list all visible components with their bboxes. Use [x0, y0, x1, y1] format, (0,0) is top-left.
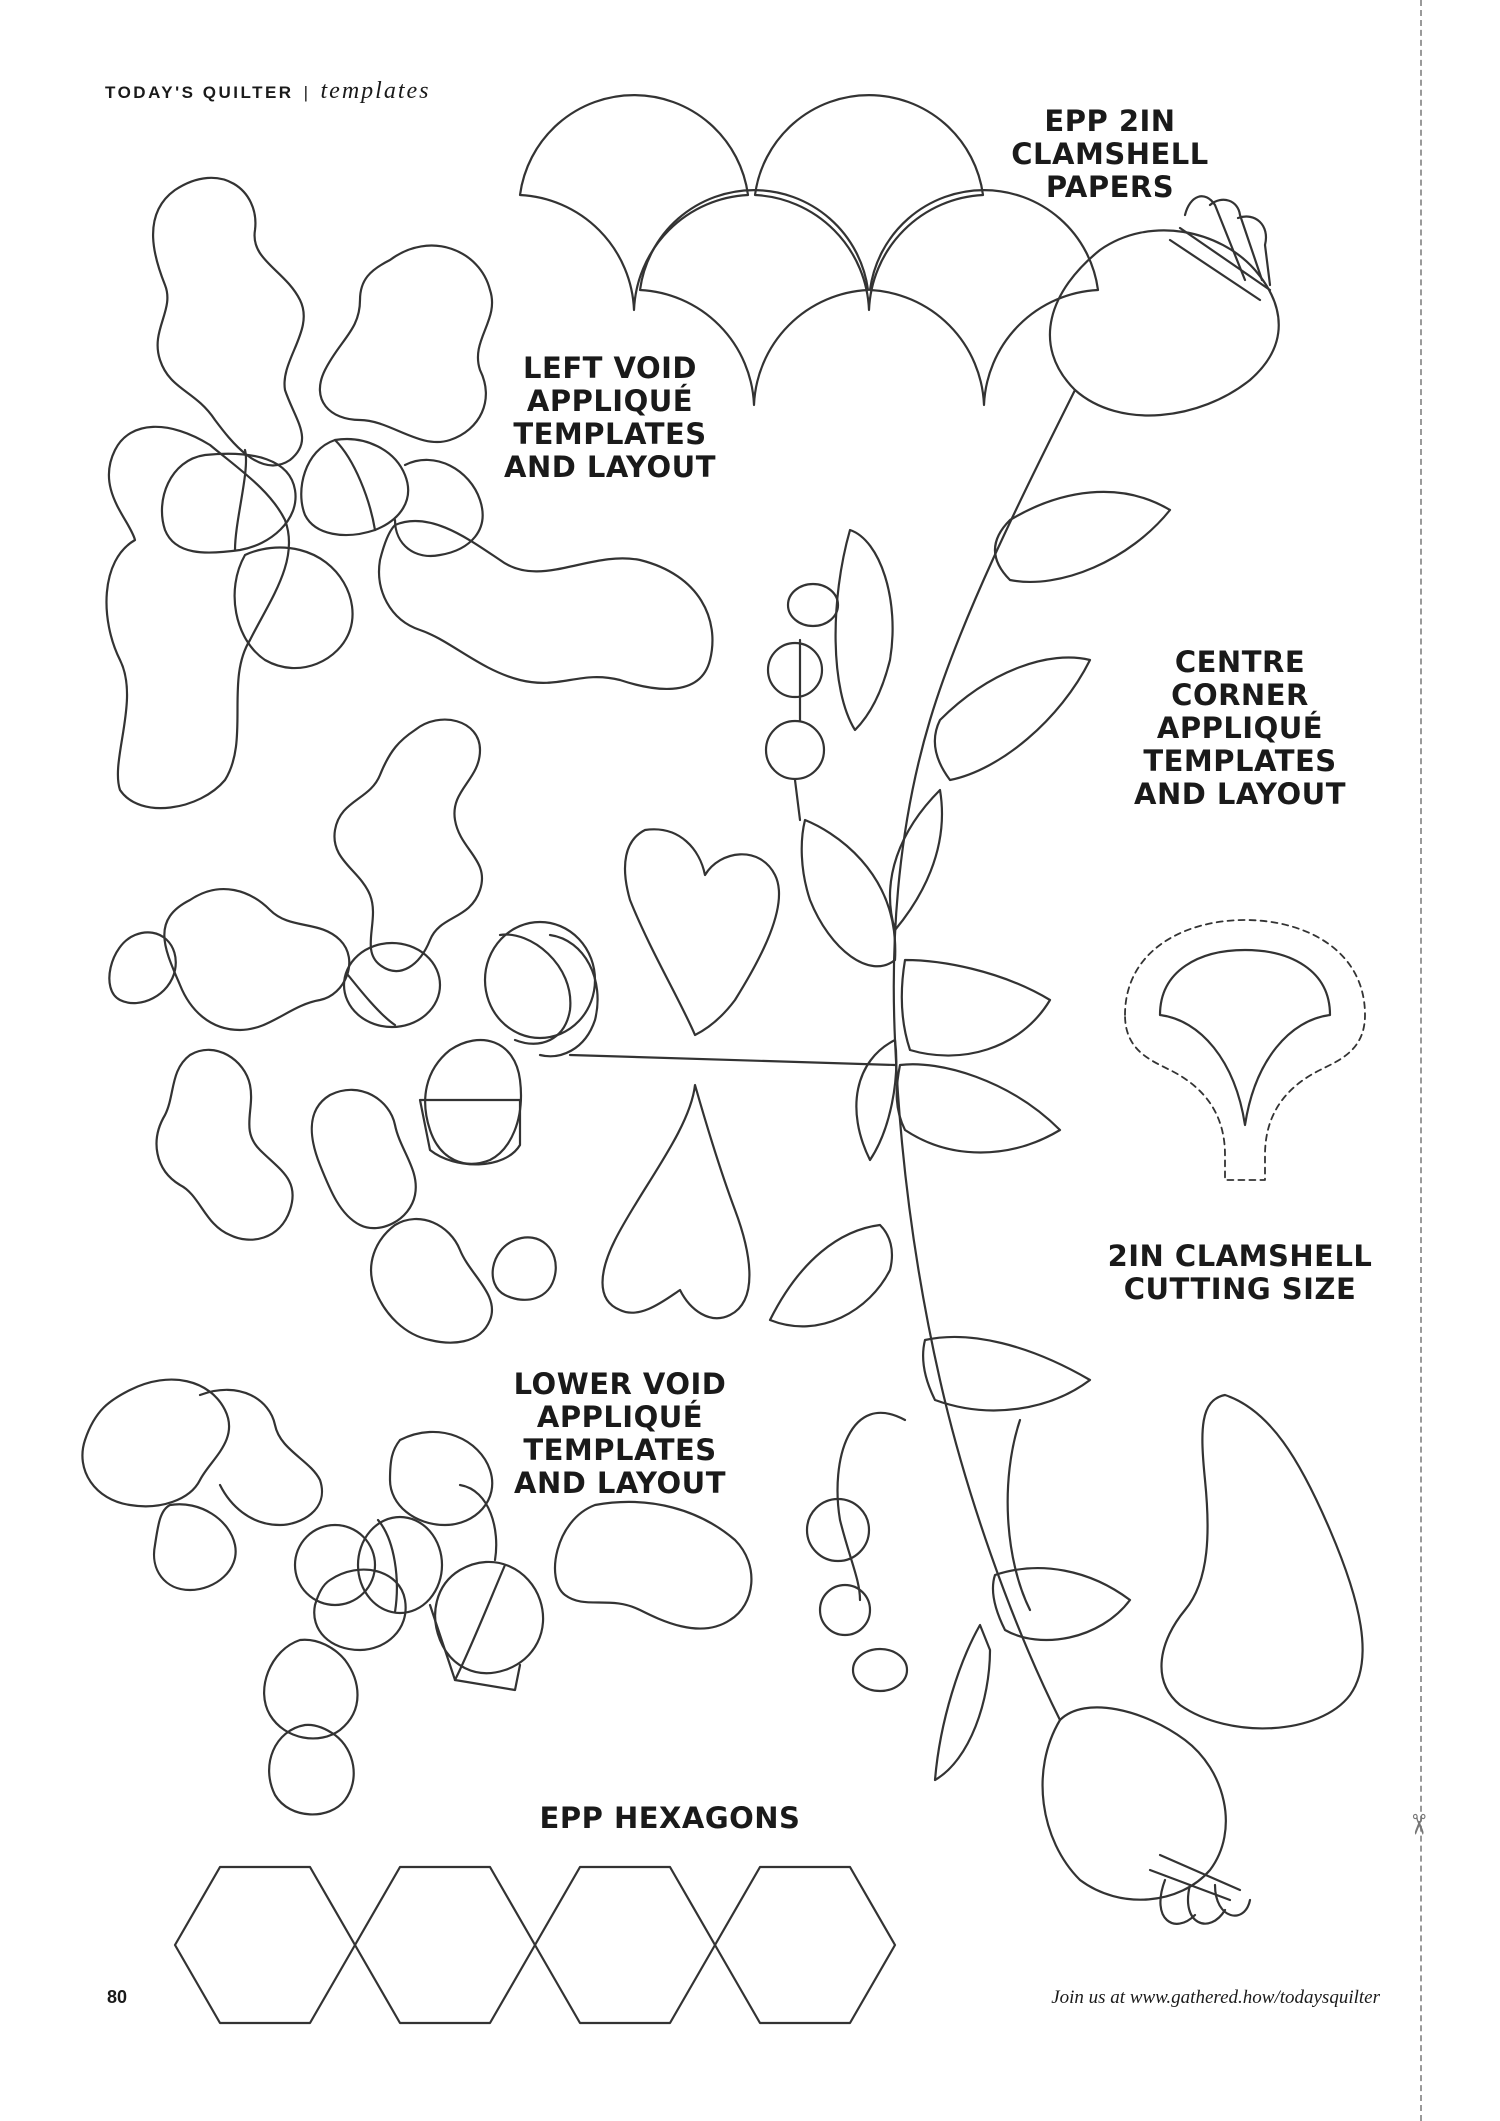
label-line: EPP 2IN [1044, 104, 1176, 138]
lower-void-applique [82, 1380, 751, 1815]
label-line: CENTRE [1174, 645, 1306, 679]
pear-shape [1161, 1395, 1362, 1728]
clamshell-papers [520, 95, 1098, 405]
magazine-name: TODAY'S QUILTER [105, 83, 294, 102]
epp-hexagons [175, 1867, 895, 2023]
stem-leaves [770, 492, 1170, 1780]
label-line: AND LAYOUT [504, 450, 716, 484]
main-stem [894, 390, 1075, 1720]
label-line: CORNER [1171, 678, 1309, 712]
label-line: CUTTING SIZE [1123, 1272, 1357, 1306]
label-line: TEMPLATES [1143, 744, 1337, 778]
label-line: CLAMSHELL [1011, 137, 1209, 171]
clamshell-cutting [1125, 920, 1365, 1180]
section-name: templates [320, 78, 431, 104]
berries [766, 584, 907, 1691]
footer-url: Join us at www.gathered.how/todaysquilter [1051, 1987, 1380, 2008]
header-separator: | [303, 83, 311, 102]
label-line: PAPERS [1045, 170, 1175, 204]
label-line: LEFT VOID [523, 351, 697, 385]
label-line: EPP HEXAGONS [539, 1801, 801, 1835]
heart-shapes [603, 829, 780, 1318]
label-line: TEMPLATES [513, 417, 707, 451]
label-line: APPLIQUÉ [1156, 711, 1324, 745]
label-line: LOWER VOID [513, 1367, 727, 1401]
label-line: AND LAYOUT [1134, 777, 1346, 811]
top-bud [1050, 196, 1279, 415]
scissors-icon: ✂ [1403, 1812, 1435, 1837]
bottom-bud [1043, 1707, 1250, 1923]
page-number: 80 [107, 1987, 128, 2007]
label-line: AND LAYOUT [514, 1466, 726, 1500]
label-line: 2IN CLAMSHELL [1107, 1239, 1373, 1273]
label-line: APPLIQUÉ [536, 1400, 704, 1434]
left-void-applique [106, 178, 712, 808]
middle-applique [109, 720, 597, 1343]
label-line: TEMPLATES [523, 1433, 717, 1467]
label-line: APPLIQUÉ [526, 384, 694, 418]
branch-stem [570, 1055, 895, 1065]
